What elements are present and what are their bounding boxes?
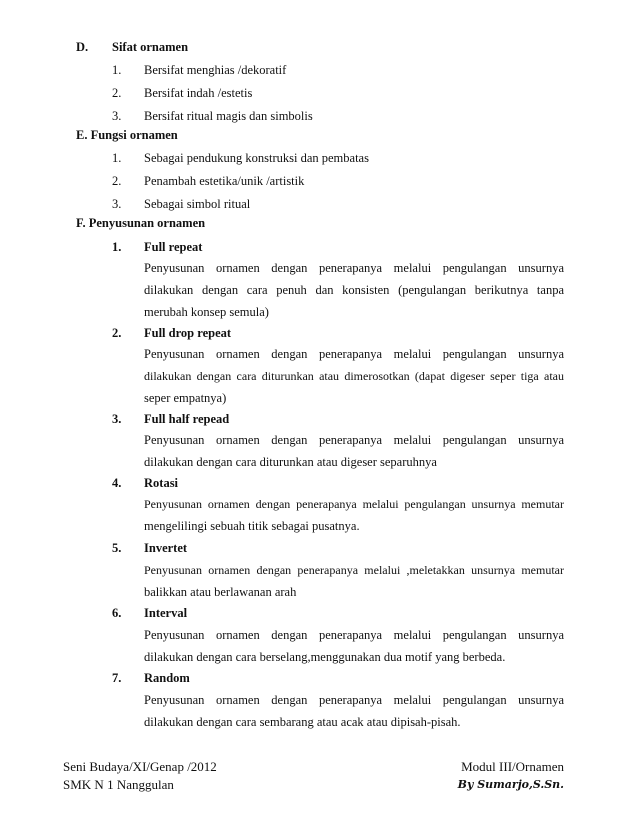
item-description <box>144 559 564 603</box>
description-line: dilakukan dengan cara diturunkan atau dimerosotkan (dapat digeser seper tiga atau <box>144 369 564 383</box>
item-text: Sebagai pendukung konstruksi dan pembatas <box>144 151 369 165</box>
item-text: Bersifat menghias /dekoratif <box>144 63 287 77</box>
list-item <box>76 59 576 82</box>
section-letter: E. <box>76 128 88 142</box>
description-line: Penyusunan ornamen dengan penerapanya melalui pengulangan unsurnya <box>144 433 564 447</box>
subsection <box>76 322 576 345</box>
item-title: Random <box>144 671 190 685</box>
item-number: 7. <box>112 671 122 685</box>
item-title: Rotasi <box>144 476 179 490</box>
item-number: 1. <box>112 63 122 77</box>
list-item <box>76 82 576 105</box>
description-line: Penyusunan ornamen dengan penerapanya melalui pengulangan unsurnya <box>144 693 564 707</box>
item-number: 6. <box>112 606 122 620</box>
footer-course: Seni Budaya/XI/Genap /2012 <box>63 759 217 774</box>
list-item <box>76 147 576 170</box>
item-number: 5. <box>112 541 122 555</box>
item-description <box>144 343 564 409</box>
item-number: 3. <box>112 109 122 123</box>
item-text: Bersifat indah /estetis <box>144 86 253 100</box>
item-title: Interval <box>144 606 188 620</box>
item-number: 4. <box>112 476 122 490</box>
footer-right <box>458 758 564 794</box>
item-description <box>144 429 564 473</box>
description-line: balikkan atau berlawanan arah <box>144 585 297 599</box>
description-line: seper empatnya) <box>144 391 227 405</box>
item-description <box>144 624 564 668</box>
section-heading <box>76 36 576 59</box>
section-heading <box>76 124 576 147</box>
description-line: dilakukan dengan cara berselang,menggunakan dua motif yang berbeda. <box>144 650 506 664</box>
item-number: 3. <box>112 197 122 211</box>
item-text: Bersifat ritual magis dan simbolis <box>144 109 313 123</box>
subsection <box>76 408 576 431</box>
footer-module: Modul III/Ornamen <box>461 759 564 774</box>
item-description <box>144 689 564 733</box>
description-line: dilakukan dengan cara diturunkan atau digeser separuhnya <box>144 455 437 469</box>
list-item <box>76 170 576 193</box>
subsection <box>76 667 576 690</box>
description-line: Penyusunan ornamen dengan penerapanya melalui pengulangan unsurnya <box>144 347 564 361</box>
footer-school: SMK N 1 Nanggulan <box>63 777 174 792</box>
section-f <box>76 212 576 235</box>
section-letter: D. <box>76 40 89 54</box>
footer-author: By Sumarjo,S.Sn. <box>457 778 564 791</box>
item-number: 1. <box>112 151 122 165</box>
description-line: Penyusunan ornamen dengan penerapanya melalui pengulangan unsurnya <box>144 261 564 275</box>
description-line: mengelilingi sebuah titik sebagai pusatnya. <box>144 519 360 533</box>
subsection <box>76 602 576 625</box>
item-text: Sebagai simbol ritual <box>144 197 251 211</box>
description-line: Penyusunan ornamen dengan penerapanya melalui pengulangan unsurnya <box>144 628 564 642</box>
item-title: Full repeat <box>144 240 203 254</box>
section-d <box>76 36 576 128</box>
item-description <box>144 257 564 323</box>
section-heading <box>76 212 576 235</box>
item-number: 2. <box>112 86 122 100</box>
subsection <box>76 537 576 560</box>
section-e <box>76 124 576 216</box>
item-title: Invertet <box>144 541 188 555</box>
section-title: Sifat ornamen <box>112 40 189 54</box>
description-line: Penyusunan ornamen dengan penerapanya melalui pengulangan unsurnya memutar <box>144 497 564 511</box>
description-line: Penyusunan ornamen dengan penerapanya melalui ,meletakkan unsurnya memutar <box>144 563 564 577</box>
item-number: 2. <box>112 326 122 340</box>
item-text: Penambah estetika/unik /artistik <box>144 174 305 188</box>
item-number: 2. <box>112 174 122 188</box>
subsection <box>76 472 576 495</box>
description-line: dilakukan dengan cara sembarang atau acak atau dipisah-pisah. <box>144 715 461 729</box>
item-title: Full drop repeat <box>144 326 232 340</box>
description-line: dilakukan dengan cara penuh dan konsisten (pengulangan berikutnya tanpa <box>144 283 564 297</box>
item-title: Full half repead <box>144 412 230 426</box>
section-title: Fungsi ornamen <box>90 128 178 142</box>
item-description <box>144 493 564 537</box>
footer-left <box>63 758 217 794</box>
item-number: 1. <box>112 240 122 254</box>
section-letter: F. <box>76 216 86 230</box>
description-line: merubah konsep semula) <box>144 305 269 319</box>
item-number: 3. <box>112 412 122 426</box>
subsection <box>76 236 576 259</box>
section-title: Penyusunan ornamen <box>88 216 206 230</box>
